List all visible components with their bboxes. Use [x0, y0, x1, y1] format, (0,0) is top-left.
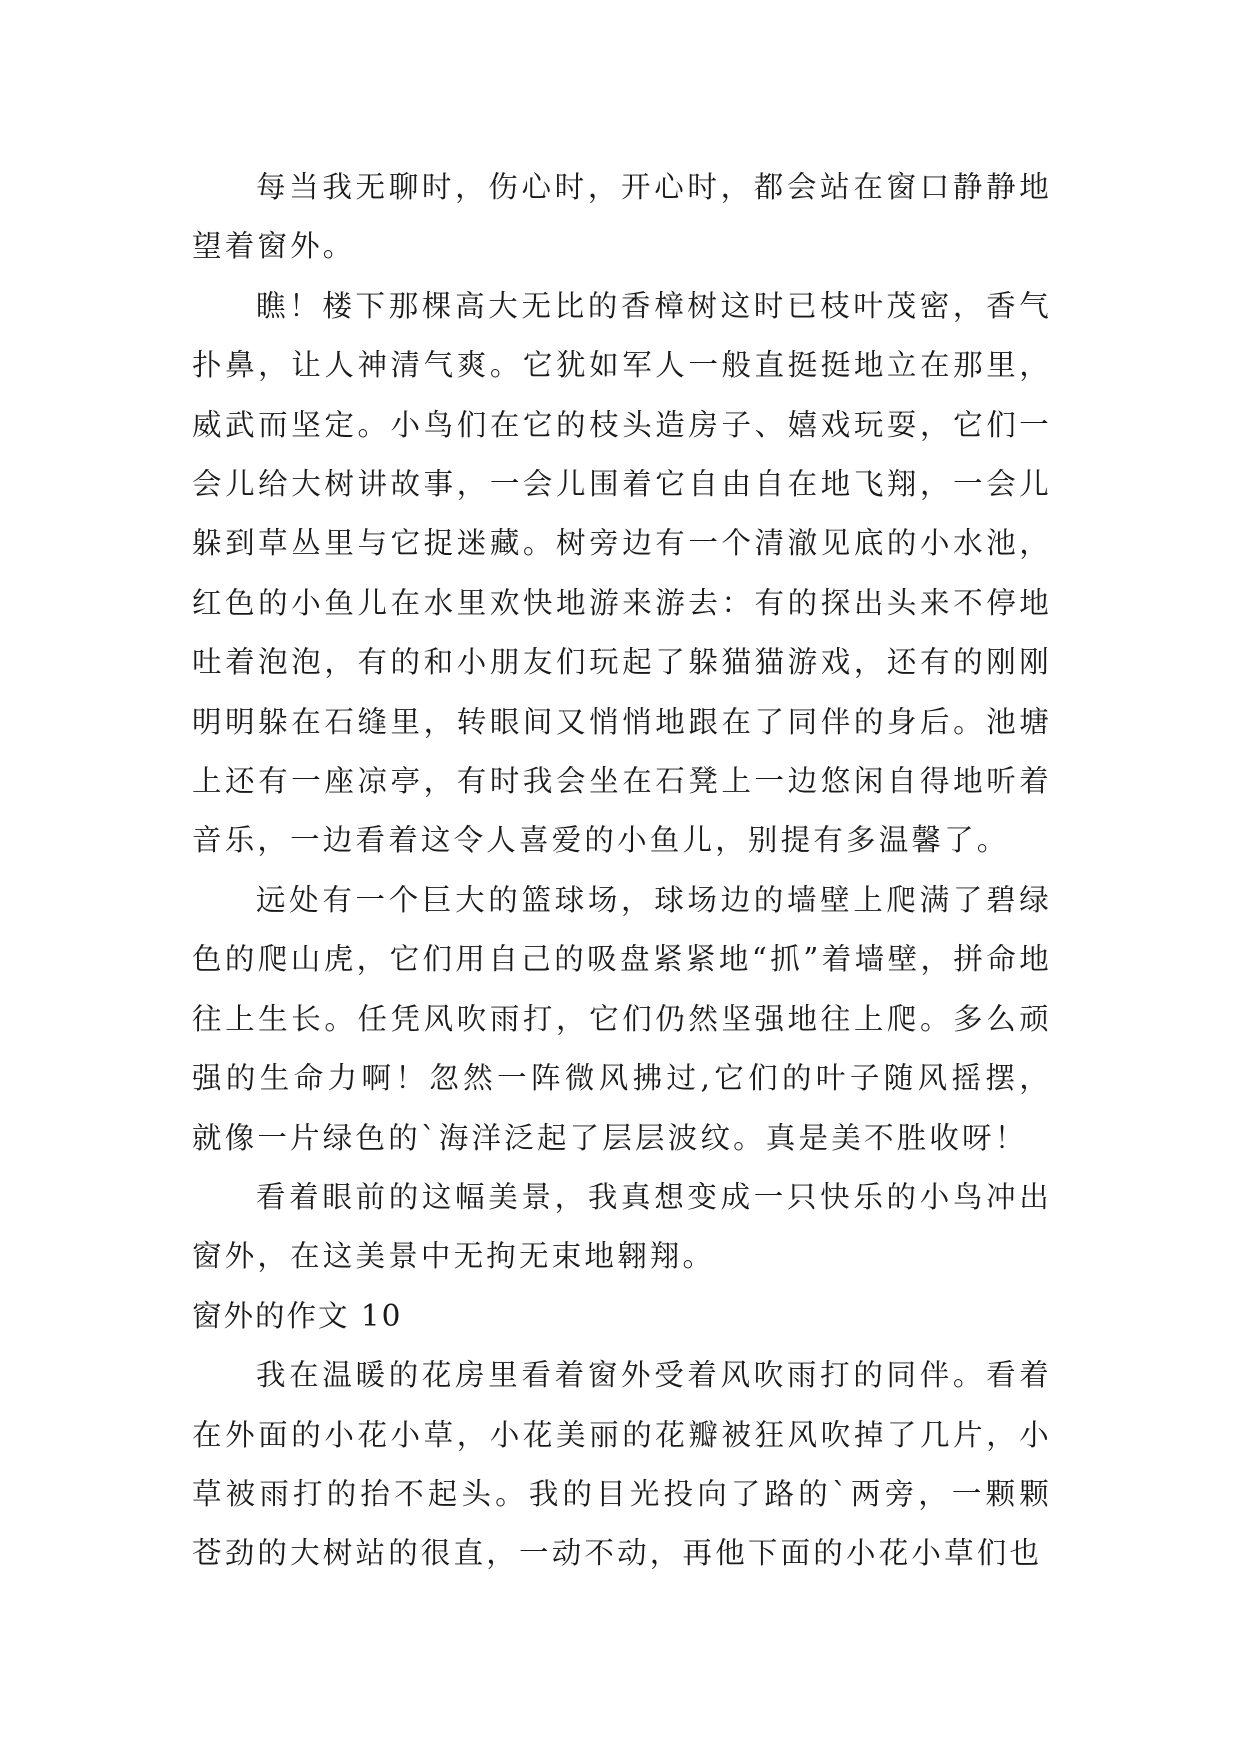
section-title: 窗外的作文 10 [192, 1298, 403, 1333]
paragraph-camphor-tree: 瞧！楼下那棵高大无比的香樟树这时已枝叶茂密，香气扑鼻，让人神清气爽。它犹如军人一般直挺挺地立在那里，威武而坚定。小鸟们在它的枝头造房子、嬉戏玩耍，它们一会儿给大树讲故事，一会儿围着它自由自在地飞翔，一会儿躲到草丛里与它捉迷藏。树旁边有一个清澈见底的小水池，红色的小鱼儿在水里欢快地游来游去：有的探出头来不停地吐着泡泡，有的和小朋友们玩起了躲猫猫游戏，还有的刚刚明明躲在石缝里，转眼间又悄悄地跟在了同伴的身后。池塘上还有一座凉亭，有时我会坐在石凳上一边悠闲自得地听着音乐，一边看着这令人喜爱的小鱼儿，别提有多温馨了。 [192, 288, 1052, 858]
paragraph-basketball-court: 远处有一个巨大的篮球场，球场边的墙壁上爬满了碧绿色的爬山虎，它们用自己的吸盘紧紧地“抓”着墙壁，拼命地往上生长。任凭风吹雨打，它们仍然坚强地往上爬。多么顽强的生命力啊！忽然一阵微风拂过,它们的叶子随风摇摆，就像一片绿色的`海洋泛起了层层波纹。真是美不胜收呀！ [192, 882, 1052, 1155]
paragraph-greenhouse: 我在温暖的花房里看着窗外受着风吹雨打的同伴。看着在外面的小花小草，小花美丽的花瓣被狂风吹掉了几片，小草被雨打的抬不起头。我的目光投向了路的`两旁，一颗颗苍劲的大树站的很直，一动不动，再他下面的小花小草们也 [192, 1358, 1052, 1571]
document-body [192, 158, 1052, 1584]
paragraph-window-gazing: 每当我无聊时，伤心时，开心时，都会站在窗口静静地望着窗外。 [192, 170, 1052, 264]
paragraph-conclusion: 看着眼前的这幅美景，我真想变成一只快乐的小鸟冲出窗外，在这美景中无拘无束地翱翔。 [192, 1179, 1052, 1274]
